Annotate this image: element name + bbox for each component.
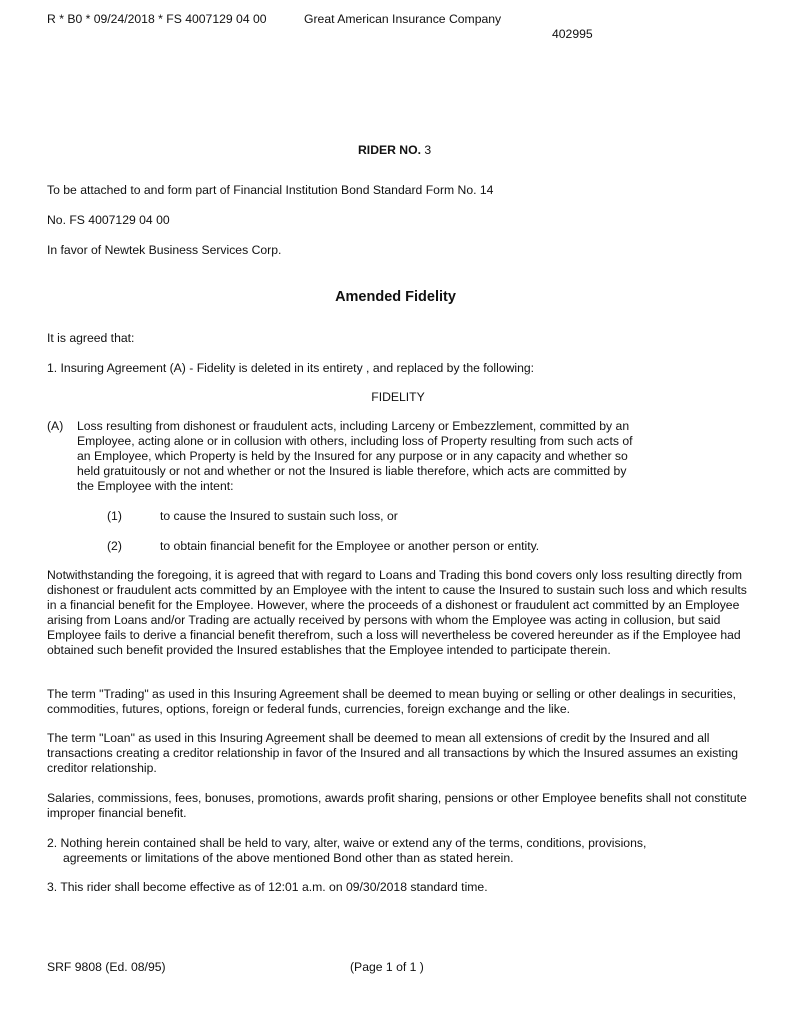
rider-label: RIDER NO.	[358, 143, 421, 157]
footer-page: (Page 1 of 1 )	[350, 960, 424, 974]
intent-number: (2)	[107, 539, 122, 553]
header-company: Great American Insurance Company	[304, 12, 502, 26]
clause-a-line: an Employee, which Property is held by the Insured for any purpose or in any capacity and whether so	[77, 449, 628, 463]
footer-form: SRF 9808 (Ed. 08/95)	[47, 960, 166, 974]
header-form-line: R * B0 * 09/24/2018 * FS 4007129 04 00	[47, 12, 267, 26]
agreed-line: It is agreed that:	[47, 331, 135, 345]
intent-number: (1)	[107, 509, 122, 523]
salaries-paragraph: Salaries, commissions, fees, bonuses, promotions, awards profit sharing, pensions or other Employee benefits shall not constitute improper financial benefit.	[47, 791, 747, 820]
clause-a-line: held gratuitously or not and whether or not the Insured is liable therefore, which acts are committed by	[77, 464, 627, 478]
rider-number: 3	[424, 143, 432, 157]
clause-a-line: Employee, acting alone or in collusion with others, including loss of Property resulting from such acts of	[77, 434, 633, 448]
item-1: 1. Insuring Agreement (A) - Fidelity is deleted in its entirety , and replaced by the following:	[47, 361, 535, 375]
bond-number-line: No. FS 4007129 04 00	[47, 213, 170, 227]
attached-line: To be attached to and form part of Financial Institution Bond Standard Form No. 14	[47, 183, 494, 197]
item-2-first-line: 2. Nothing herein contained shall be held to vary, alter, waive or extend any of the terms, conditions, provisions,	[47, 836, 647, 850]
intent-text: to obtain financial benefit for the Employee or another person or entity.	[160, 539, 540, 553]
intent-text: to cause the Insured to sustain such loss, or	[160, 509, 398, 523]
rider-heading	[358, 143, 431, 158]
header-number: 402995	[552, 27, 593, 41]
clause-a-label: (A)	[47, 419, 64, 433]
in-favor-line: In favor of Newtek Business Services Corp.	[47, 243, 282, 257]
item-2-second-line: agreements or limitations of the above mentioned Bond other than as stated herein.	[63, 851, 514, 865]
fidelity-heading: FIDELITY	[371, 390, 425, 404]
loan-paragraph: The term "Loan" as used in this Insuring Agreement shall be deemed to mean all extensions of credit by the Insured and all transactions creating a creditor relationship in favor of the Insured and all transactions by which the Insured assumes an existing creditor relationship.	[47, 731, 738, 775]
clause-a-line: the Employee with the intent:	[77, 479, 234, 493]
trading-paragraph: The term "Trading" as used in this Insuring Agreement shall be deemed to mean buying or selling or other dealings in securities, commodities, futures, options, foreign or federal funds, currencies, foreign exchange and the like.	[47, 687, 737, 716]
item-3: 3. This rider shall become effective as of 12:01 a.m. on 09/30/2018 standard time.	[47, 880, 488, 894]
notwithstanding-paragraph: Notwithstanding the foregoing, it is agreed that with regard to Loans and Trading this bond covers only loss resulting directly from dishonest or fraudulent acts committed by an Employee with the intent to cause the Insured to sustain such loss and which results in a financial benefit for the Employee. However, where the proceeds of a dishonest or fraudulent act committed by an Employee arising from Loans and/or Trading are actually received by persons with whom the Employee was acting in collusion, but said Employee fails to derive a financial benefit therefrom, such a loss will nevertheless be covered hereunder as if the Employee had obtained such benefit provided the Insured establishes that the Employee intended to participate therein.	[47, 568, 747, 657]
clause-a-first-line: Loss resulting from dishonest or fraudulent acts, including Larceny or Embezzlement, committed by an	[77, 419, 630, 433]
page-title: Amended Fidelity	[335, 289, 456, 305]
